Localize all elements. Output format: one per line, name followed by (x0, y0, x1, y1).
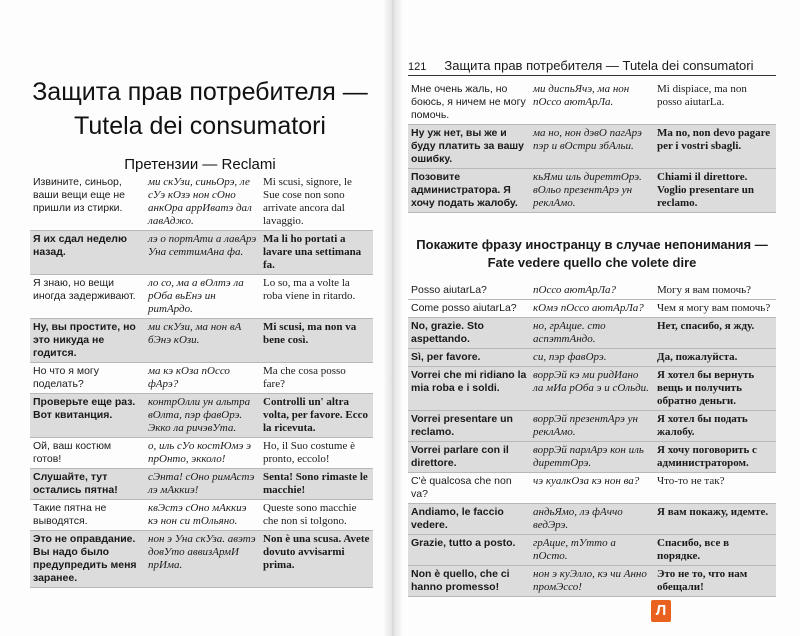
phrase-translation: Ma li ho portati a lavare una settimana fa. (260, 231, 373, 275)
phrase-translation: Это не то, что нам обещали! (654, 566, 776, 597)
phrase-source: Grazie, tutto a posto. (408, 535, 530, 566)
phrase-source: Ну уж нет, вы же и буду платить за вашу ошибку. (408, 125, 530, 169)
phrase-source: Извините, синьор, ваши вещи еще не пришли из стирки. (30, 174, 145, 231)
publisher-logo: Л (651, 600, 671, 622)
phrase-row (408, 535, 776, 566)
phrase-transliteration: ми диспьЯчэ, ма нон пОссо аютАрЛа. (530, 81, 654, 125)
phrase-translation: Могу я вам помочь? (654, 282, 776, 300)
phrase-transliteration: пОссо аютАрЛа? (530, 282, 654, 300)
phrase-transliteration: ма но, нон дэвО пагАрэ пэр и вОстри збАльи. (530, 125, 654, 169)
phrase-transliteration: ми скУзи, синьОрэ, ле сУэ кОзэ нон сОно анкОра аррИватэ дал лавАджо. (145, 174, 260, 231)
chapter-title-line-2: Tutela dei consumatori (74, 112, 326, 140)
phrase-row (408, 81, 776, 125)
phrase-row (408, 442, 776, 473)
phrase-source: Я знаю, но вещи иногда задерживают. (30, 275, 145, 319)
phrase-row (30, 469, 373, 500)
phrase-translation: Chiami il direttore. Voglio presentare un reclamo. (654, 169, 776, 213)
phrase-translation: Ma che cosa posso fare? (260, 363, 373, 394)
phrase-transliteration: но, грАцие. сто аспэттАндо. (530, 318, 654, 349)
phrase-row (408, 367, 776, 411)
phrase-row (408, 411, 776, 442)
phrase-row (30, 438, 373, 469)
phrase-source: Проверьте еще раз. Вот квитанция. (30, 394, 145, 438)
phrase-transliteration: нон э Уна скУза. авэтэ довУто аввизАрмИ прИма. (145, 531, 260, 588)
phrase-source: Vorrei parlare con il direttore. (408, 442, 530, 473)
chapter-title (30, 75, 370, 143)
phrase-transliteration: о, иль сУо костЮмэ э прОнто, экколо! (145, 438, 260, 469)
phrase-translation: Lo so, ma a volte la roba viene in ritardo. (260, 275, 373, 319)
phrase-translation: Mi scusi, ma non va bene così. (260, 319, 373, 363)
phrase-translation: Controlli un' altra volta, per favore. Ecco la ricevuta. (260, 394, 373, 438)
phrase-translation: Non è una scusa. Avete dovuto avvisarmi prima. (260, 531, 373, 588)
phrase-transliteration: андьЯмо, лэ фАччо ведЭрэ. (530, 504, 654, 535)
phrase-transliteration: кОмэ пОссо аютАрЛа? (530, 300, 654, 318)
phrase-translation: Mi dispiace, ma non posso aiutarLa. (654, 81, 776, 125)
phrase-transliteration: воррЭй кэ ми ридИано ла мИа рОба э и сОльди. (530, 367, 654, 411)
phrase-translation: Ma no, non devo pagare per i vostri sbagli. (654, 125, 776, 169)
phrase-source: Posso aiutarLa? (408, 282, 530, 300)
phrase-transliteration: воррЭй презентАрэ ун реклАмо. (530, 411, 654, 442)
phrase-row (408, 300, 776, 318)
running-head-title: Защита прав потребителя — Tutela dei consumatori (444, 58, 754, 73)
phrase-translation: Queste sono macchie che non si tolgono. (260, 500, 373, 531)
running-head (408, 58, 776, 76)
phrase-source: Ну, вы простите, но это никуда не годится. (30, 319, 145, 363)
phrase-source: Ой, ваш костюм готов! (30, 438, 145, 469)
phrase-source: Vorrei presentare un reclamo. (408, 411, 530, 442)
page-number: 121 (408, 61, 427, 73)
section-title-right (408, 236, 776, 272)
phrase-transliteration: сЭнта! сОно римАстэ лэ мАккиэ! (145, 469, 260, 500)
phrase-transliteration: воррЭй парлАрэ кон иль диреттОрэ. (530, 442, 654, 473)
section-title: Претензии — Reclami (124, 156, 276, 173)
phrase-table-left (30, 174, 373, 588)
phrase-source: C'è qualcosa che non va? (408, 473, 530, 504)
phrase-row (30, 363, 373, 394)
phrase-row (408, 169, 776, 213)
phrase-row (30, 231, 373, 275)
phrase-table-right-bottom (408, 282, 776, 597)
phrase-transliteration: нон э куЭлло, кэ чи Анно промЭссо! (530, 566, 654, 597)
phrase-transliteration: ма кэ кОза пОссо фАрэ? (145, 363, 260, 394)
phrase-transliteration: лэ о портАти а лавАрэ Уна сеттимАна фа. (145, 231, 260, 275)
phrase-source: Слушайте, тут остались пятна! (30, 469, 145, 500)
phrase-row (30, 174, 373, 231)
phrase-source: Такие пятна не выводятся. (30, 500, 145, 531)
phrase-row (408, 125, 776, 169)
phrase-transliteration: квЭстэ сОно мАккиэ кэ нон си тОльяно. (145, 500, 260, 531)
chapter-title-line-1: Защита прав потребителя — (32, 78, 368, 106)
phrase-source: Это не оправдание. Вы надо было предупредить меня заранее. (30, 531, 145, 588)
phrase-row (30, 531, 373, 588)
phrase-transliteration: грАцие, тУтто а пОсто. (530, 535, 654, 566)
book-gutter (383, 0, 403, 636)
phrase-translation: Спасибо, все в порядке. (654, 535, 776, 566)
phrase-row (30, 500, 373, 531)
phrase-translation: Senta! Sono rimaste le macchie! (260, 469, 373, 500)
phrase-row (408, 349, 776, 367)
phrase-translation: Я вам покажу, идемте. (654, 504, 776, 535)
phrase-table-right-top (408, 81, 776, 213)
phrase-source: Come posso aiutarLa? (408, 300, 530, 318)
phrase-transliteration: си, пэр фавОрэ. (530, 349, 654, 367)
phrase-source: Vorrei che mi ridiano la mia roba e i soldi. (408, 367, 530, 411)
phrase-source: Sì, per favore. (408, 349, 530, 367)
phrase-transliteration: ми скУзи, ма нон вА бЭнэ кОзи. (145, 319, 260, 363)
phrase-source: Non è quello, che ci hanno promesso! (408, 566, 530, 597)
phrase-translation: Да, пожалуйста. (654, 349, 776, 367)
phrase-translation: Ho, il Suo costume è pronto, eccolo! (260, 438, 373, 469)
phrase-transliteration: кьЯми иль диреттОрэ. вОльо презентАрэ ун реклАмо. (530, 169, 654, 213)
phrase-row (408, 318, 776, 349)
phrase-source: Мне очень жаль, но боюсь, я ничем не могу помочь. (408, 81, 530, 125)
phrase-row (408, 566, 776, 597)
phrase-transliteration: чэ куалкОза кэ нон ва? (530, 473, 654, 504)
phrase-row (408, 282, 776, 300)
phrase-translation: Я хотел бы вернуть вещь и получить обратно деньги. (654, 367, 776, 411)
phrase-source: Andiamo, le faccio vedere. (408, 504, 530, 535)
phrase-row (30, 319, 373, 363)
phrase-translation: Нет, спасибо, я жду. (654, 318, 776, 349)
section-title-right-line-1: Покажите фразу иностранцу в случае непонимания — (416, 237, 768, 252)
phrase-source: No, grazie. Sto aspettando. (408, 318, 530, 349)
phrase-row (408, 504, 776, 535)
phrase-transliteration: контрОлли ун альтра вОлта, пэр фавОрэ. Экко ла ричэвУта. (145, 394, 260, 438)
phrase-row (30, 394, 373, 438)
phrase-translation: Что-то не так? (654, 473, 776, 504)
phrase-source: Но что я могу поделать? (30, 363, 145, 394)
phrase-row (30, 275, 373, 319)
phrase-translation: Я хочу поговорить с администратором. (654, 442, 776, 473)
section-title-right-line-2: Fate vedere quello che volete dire (487, 255, 697, 270)
phrase-source: Позовите администратора. Я хочу подать жалобу. (408, 169, 530, 213)
phrase-transliteration: ло со, ма а вОлтэ ла рОба вьЕнэ ин ритАрдо. (145, 275, 260, 319)
phrase-translation: Чем я могу вам помочь? (654, 300, 776, 318)
phrase-translation: Я хотел бы подать жалобу. (654, 411, 776, 442)
phrase-translation: Mi scusi, signore, le Sue cose non sono arrivate ancora dal lavaggio. (260, 174, 373, 231)
phrase-row (408, 473, 776, 504)
phrase-source: Я их сдал неделю назад. (30, 231, 145, 275)
